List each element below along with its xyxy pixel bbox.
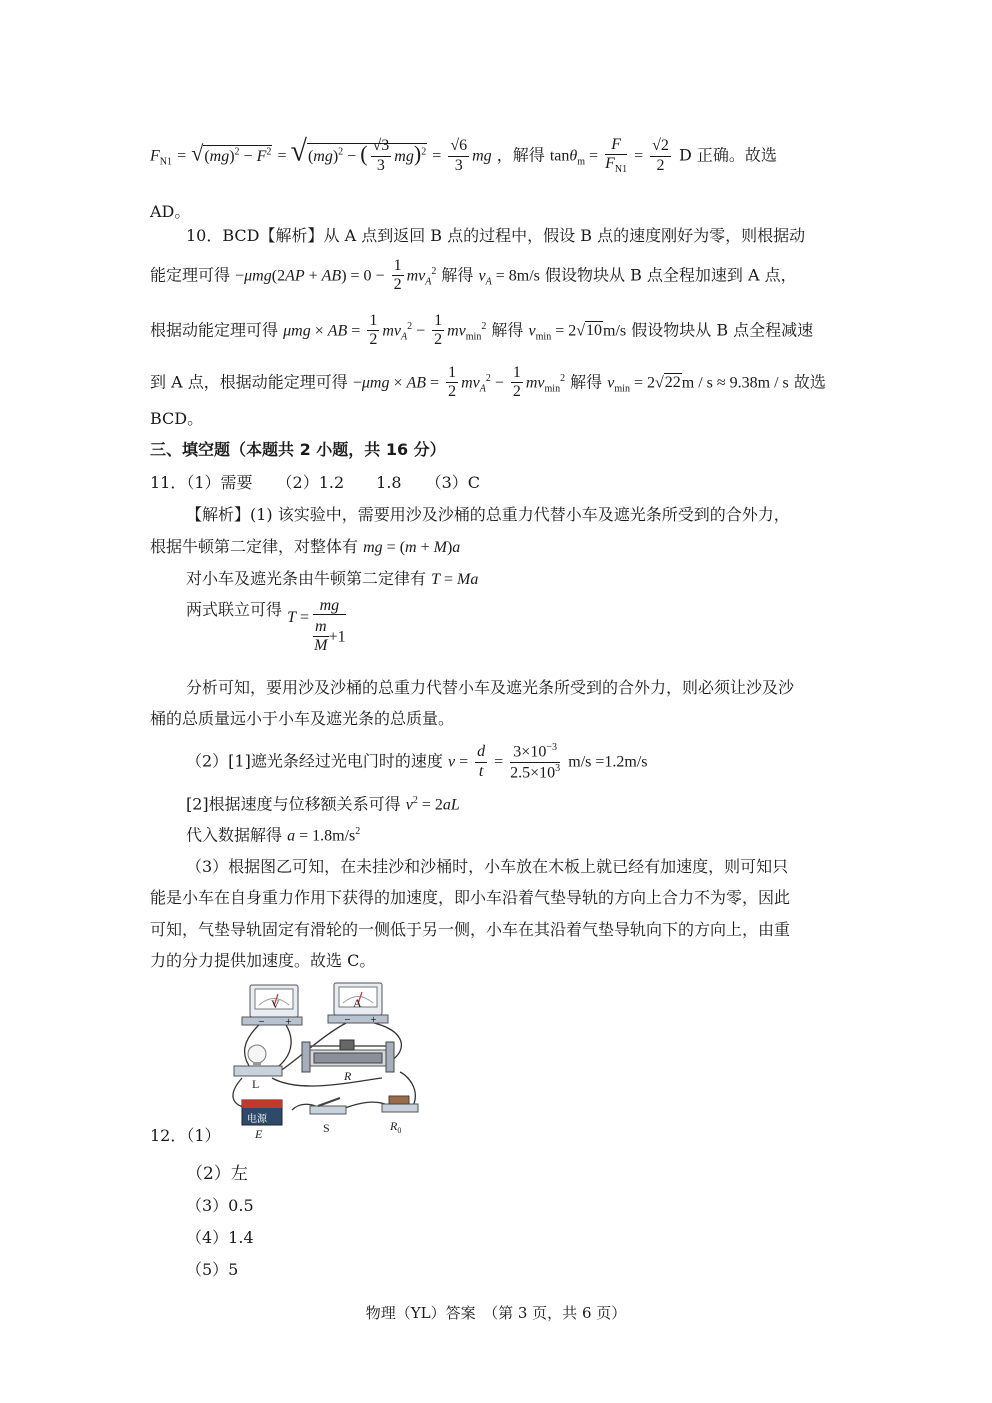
q10-answer-cont: BCD。	[150, 409, 204, 428]
switch-label: S	[323, 1121, 330, 1135]
q11-analysis-1: 【解析】(1) 该实验中，需要用沙及沙桶的总重力代替小车及遮光条所受到的合外力，	[186, 505, 790, 524]
q11-part3-3: 可知，气垫导轨固定有滑轮的一侧低于另一侧，小车在其沿着气垫导轨向下的方向上，由重	[150, 920, 791, 939]
lamp	[234, 1045, 282, 1091]
q11-analysis-2-text: 根据牛顿第二定律，对整体有	[150, 537, 359, 556]
q12-answer-2: （2）左	[186, 1164, 248, 1184]
q11-analysis-2: 根据牛顿第二定律，对整体有 mg = (m + M)a	[150, 537, 461, 556]
q12-answer-4: （4）1.4	[186, 1228, 254, 1247]
q10-line4-pre: 到 A 点，根据动能定理可得	[150, 372, 348, 392]
q10-line2-mid: 解得	[441, 265, 474, 285]
rheostat	[302, 1040, 394, 1083]
q10-line4-mid: 解得	[570, 372, 603, 392]
svg-text:+: +	[285, 1017, 292, 1026]
q9-answer-cont: AD。	[150, 202, 191, 221]
q9-text-solve: ，解得	[496, 145, 545, 165]
q11-part2-c-text: 代入数据解得	[186, 825, 283, 845]
q11-part2-velocity: （2）[1]遮光条经过光电门时的速度 v = $\frac{d}{t}$ = $\frac{3\times 10^{-3}}{2.5\times 10^3}$ m/s =1.2m/s	[186, 742, 648, 782]
q12-label-1: 12．（1）	[150, 1126, 221, 1145]
q9-formula-line: $F_{N1} = √(mg)^2 - F^2 = √(mg)^2$ − ( $\frac{√3}{3}$ mg)$^2$ = $\frac{√6}{3}$ mg ，解得 tanθ$_m$ = $\frac{F}{F_{N1}}$ = $\frac{√2}{2}$ D 正确。故选	[150, 134, 777, 176]
circuit-diagram	[222, 980, 427, 1142]
q10-line4: 到 A 点，根据动能定理可得 −μmg × AB = $\frac{1}{2}$ $mv_A^2$ − $\frac{1}{2}$ $mv_{min}^2$ 解得 $v_{min} = 2√22m / s \approx 9.38m / s$ 故选	[150, 364, 826, 401]
q10-line2-post: 假设物块从 B 点全程加速到 A 点，	[544, 265, 797, 285]
q10-line2-pre: 能定理可得	[150, 265, 231, 285]
resistor-label: $R_0$	[390, 1119, 402, 1135]
rheostat-label: R	[344, 1069, 352, 1083]
ammeter-label: A	[353, 996, 362, 1010]
q11-part3-2: 能是小车在自身重力作用下获得的加速度，即小车沿着气垫导轨的方向上合力不为零，因此	[150, 888, 791, 907]
q10-line3-mid: 解得	[491, 320, 524, 340]
q11-part2-a-text: （2）[1]遮光条经过光电门时的速度	[186, 751, 443, 771]
q11-analysis-4-text: 两式联立可得	[186, 600, 283, 619]
q12-answer-3: （3）0.5	[186, 1196, 254, 1215]
voltmeter-label: V	[271, 997, 280, 1011]
source-label: E	[255, 1127, 263, 1141]
q11-analysis-4: 两式联立可得 T = mg $\frac{m}{M}$ +1	[186, 597, 346, 655]
q11-analysis-3: 对小车及遮光条由牛顿第二定律有 T = Ma	[186, 569, 479, 588]
q11-analysis-6: 桶的总质量远小于小车及遮光条的总质量。	[150, 709, 455, 728]
svg-text:+: +	[370, 1015, 377, 1024]
q11-answers: 11．（1）需要 （2）1.2 1.8 （3）C	[150, 473, 481, 492]
q11-part2-b-text: [2]根据速度与位移额关系可得	[186, 794, 401, 814]
voltmeter	[242, 985, 302, 1026]
lamp-label: L	[252, 1077, 260, 1091]
q10-line2: 能定理可得 −μmg(2AP + AB) = 0 − $\frac{1}{2}$ $mv_A^2$ 解得 $v_A = 8m/s$ 假设物块从 B 点全程加速到 A 点，	[150, 257, 797, 294]
q11-part2-relation: [2]根据速度与位移额关系可得 $v^2 = 2aL$	[186, 794, 460, 814]
q9-text-conclusion: D 正确。故选	[679, 145, 777, 165]
q10-line3-post: 假设物块从 B 点全程减速	[631, 320, 814, 340]
q10-line4-post: 故选	[793, 372, 826, 392]
q10-line3: 根据动能定理可得 μmg × AB = $\frac{1}{2}$ $mv_A^2$ − $\frac{1}{2}$ $mv_{min}^2$ 解得 $v_{min} = 2√10m/s$ 假设物块从 B 点全程减速	[150, 312, 814, 349]
source-text: 电源	[247, 1114, 267, 1125]
svg-text:−: −	[258, 1017, 265, 1026]
q10-line1: 10．BCD【解析】从 A 点到返回 B 点的过程中，假设 B 点的速度刚好为零，则根据动	[186, 226, 806, 245]
ammeter	[328, 983, 388, 1024]
q12-answer-5: （5）5	[186, 1260, 239, 1279]
page-footer: 物理（YL）答案 （第 3 页，共 6 页）	[365, 1304, 627, 1322]
q11-part3-4: 力的分力提供加速度。故选 C。	[150, 951, 376, 970]
q11-part2-result: 代入数据解得 $a = 1.8m/s^2$	[186, 825, 361, 845]
svg-text:−: −	[344, 1015, 351, 1024]
q11-part3-1: （3）根据图乙可知，在未挂沙和沙桶时，小车放在木板上就已经有加速度，则可知只	[186, 857, 789, 876]
section3-title: 三、填空题（本题共 2 小题，共 16 分）	[150, 440, 446, 459]
q11-analysis-5: 分析可知，要用沙及沙桶的总重力代替小车及遮光条所受到的合外力，则必须让沙及沙	[186, 678, 795, 697]
q11-analysis-3-text: 对小车及遮光条由牛顿第二定律有	[186, 569, 427, 588]
q10-line3-pre: 根据动能定理可得	[150, 320, 279, 340]
